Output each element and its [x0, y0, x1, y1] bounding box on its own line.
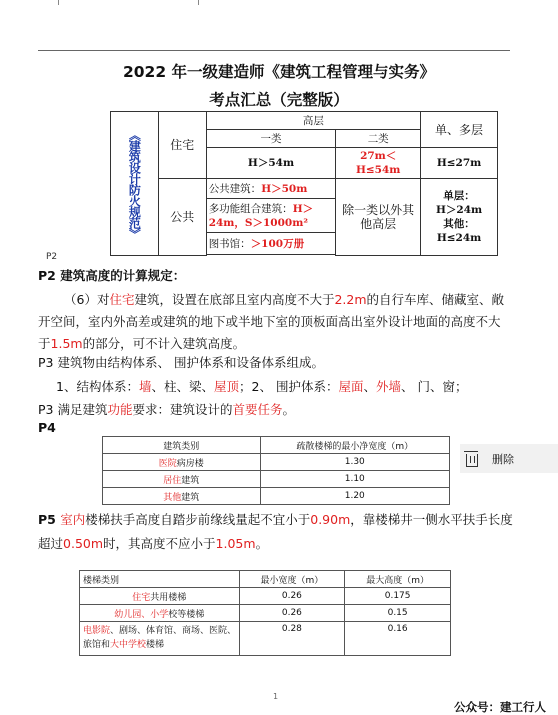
col-header: 最大高度（m）: [345, 571, 451, 588]
cell: [103, 488, 261, 505]
text: 0.90m: [310, 512, 351, 527]
public-row-2-value: H＞24m，S＞1000m²: [208, 202, 314, 229]
table-row: [80, 605, 451, 622]
text: 要求：建筑设计的: [132, 402, 233, 417]
public-class-2: 除一类以外其他高层: [336, 179, 421, 256]
cell: [80, 605, 240, 622]
header-class-1: 一类: [206, 130, 336, 148]
cell: 1.30: [260, 454, 449, 471]
text: 墙: [138, 379, 152, 394]
text: 的部分，可不计入建筑高度。: [82, 336, 246, 351]
cell: 1.10: [260, 471, 449, 488]
text: 1.5m: [50, 336, 83, 351]
table-row: [80, 622, 451, 656]
text: P3 满足建筑: [38, 402, 108, 417]
footer-watermark: 公众号：建工行人: [454, 700, 546, 714]
cell: [103, 454, 261, 471]
document-title: 2022 年一级建造师《建筑工程管理与实务》: [122, 63, 436, 81]
p5-line-1: [38, 511, 513, 528]
text: 1、结构体系：: [56, 379, 139, 394]
residential-class-2: 27m＜H≤54m: [336, 148, 421, 179]
col-header: 楼梯类别: [80, 571, 240, 588]
text: 1.05m: [215, 536, 256, 551]
col-header: 最小宽度（m）: [239, 571, 345, 588]
header-high-rise: 高层: [206, 112, 420, 130]
p3-function: [38, 401, 295, 418]
text: 旅馆和: [83, 640, 111, 650]
public-row-1-value: H＞50m: [261, 182, 308, 195]
text: 校等楼梯: [168, 609, 205, 620]
p3-systems-detail: [56, 378, 467, 395]
page-edge-mark: [58, 0, 59, 5]
page-edge-mark: [198, 0, 199, 5]
table-row: [80, 588, 451, 605]
cell: [103, 471, 261, 488]
p5-line-2: [38, 535, 268, 552]
text: 、柱、梁、: [151, 379, 214, 394]
public-low-line: 单层：: [443, 190, 475, 202]
p4-heading: P4: [38, 420, 56, 435]
text: 建筑: [181, 492, 200, 503]
cell: 1.20: [260, 488, 449, 505]
page-number: 1: [273, 692, 279, 701]
text: 2.2m: [334, 292, 367, 307]
public-low-line: 其他：: [443, 218, 475, 230]
text: 屋面: [338, 379, 364, 394]
text: 幼儿园、小学: [114, 609, 169, 620]
delete-label: 删除: [492, 452, 514, 466]
cell: [80, 622, 240, 656]
text: 首要任务: [232, 402, 283, 417]
text: ；2、 围护体系：: [239, 379, 339, 394]
text: 建筑，设置在底部且室内高度不大于: [134, 292, 335, 307]
public-row-1: [206, 179, 336, 199]
public-row-3-label: 图书馆：: [208, 237, 251, 250]
p2-line-1: [64, 291, 504, 308]
stair-dimension-table: [79, 570, 451, 656]
p2-line-3: [38, 335, 245, 352]
header-class-2: 二类: [336, 130, 421, 148]
text: 、剧场、体育馆、商场、医院、: [110, 626, 237, 636]
p2-heading: P2 建筑高度的计算规定：: [38, 268, 186, 283]
text: 共用楼梯: [150, 592, 187, 603]
residential-low: H≤27m: [421, 148, 498, 179]
residential-class-1: H＞54m: [206, 148, 336, 179]
text: 大中学校: [110, 640, 147, 650]
text: 于: [38, 336, 51, 351]
text: 0.50m: [63, 536, 104, 551]
text: 外墙: [375, 379, 401, 394]
text: （6）对: [64, 292, 110, 307]
text: 楼梯扶手高度自踏步前缘线量起不宜小于: [85, 512, 311, 527]
page-marker: P2: [46, 252, 58, 262]
cell: 0.26: [239, 588, 345, 605]
text: P5: [38, 512, 61, 527]
trash-icon: [466, 454, 478, 467]
text: 电影院: [83, 626, 111, 636]
text: 室内: [60, 512, 86, 527]
public-row-3: [206, 233, 336, 255]
public-row-2-label: 多功能组合建筑：: [208, 202, 293, 215]
text: 屋顶: [214, 379, 240, 394]
p3-systems: P3 建筑物由结构体系、 围护体系和设备体系组成。: [38, 355, 324, 370]
public-low: [421, 179, 498, 256]
text: 住宅: [132, 592, 151, 603]
delete-button[interactable]: [460, 444, 558, 473]
text: ，靠楼梯井一侧水平扶手长度: [350, 512, 513, 527]
cell: 0.28: [239, 622, 345, 656]
document-subtitle: 考点汇总（完整版）: [209, 91, 349, 109]
cell: 0.15: [345, 605, 451, 622]
cell: 0.175: [345, 588, 451, 605]
text: 时，其高度不应小于: [103, 536, 216, 551]
text: 功能: [107, 402, 133, 417]
cell: [80, 588, 240, 605]
text: 居住: [163, 475, 182, 486]
text: 超过: [38, 536, 64, 551]
text: 的自行车库、储藏室、敞: [366, 292, 505, 307]
text: 医院: [158, 458, 177, 469]
table-side-label: 《建筑设计防火规范》: [111, 112, 159, 256]
text: 、 门、窗；: [401, 379, 468, 394]
table-row: [103, 454, 450, 471]
col-header: 建筑类别: [103, 437, 261, 454]
public-row-3-value: ＞100万册: [250, 237, 305, 250]
p2-line-2: 开空间，室内外高差或建筑的地下或半地下室的顶板面高出室外设计地面的高度不大: [38, 314, 501, 329]
residential-label: 住宅: [158, 112, 206, 179]
text: 其他: [163, 492, 182, 503]
text: 住宅: [109, 292, 135, 307]
text: 建筑: [181, 475, 200, 486]
table-row: [103, 488, 450, 505]
table-row: [103, 471, 450, 488]
text: 。: [255, 536, 269, 551]
public-label: 公共: [158, 179, 206, 256]
cell: 0.26: [239, 605, 345, 622]
cell: 0.16: [345, 622, 451, 656]
text: 、: [363, 379, 376, 394]
public-row-1-label: 公共建筑：: [208, 182, 262, 195]
public-low-line: H＞24m: [435, 204, 483, 216]
header-low-rise: 单、多层: [421, 112, 498, 148]
public-low-line: H≤24m: [436, 232, 482, 244]
stair-width-table: [102, 436, 450, 505]
text: 病房楼: [176, 458, 204, 469]
public-row-2: [206, 199, 336, 233]
col-header: 疏散楼梯的最小净宽度（m）: [260, 437, 449, 454]
header-rule: [38, 50, 510, 51]
text: 楼梯: [146, 640, 165, 650]
text: 。: [282, 402, 296, 417]
fire-code-table: [110, 111, 498, 256]
